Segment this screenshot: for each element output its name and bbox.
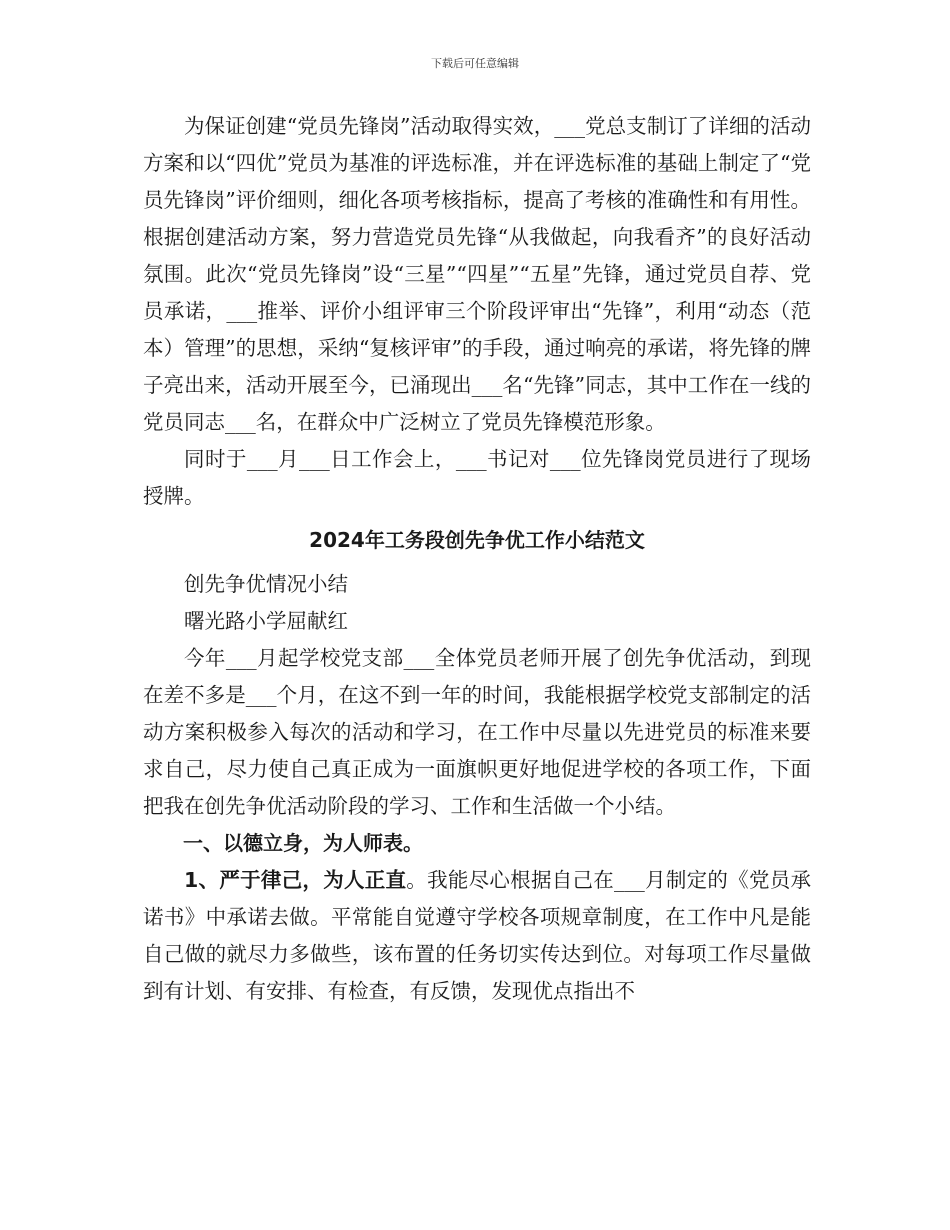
paragraph-award-ceremony: 同时于___月___日工作会上，___书记对___位先锋岗党员进行了现场授牌。 (143, 447, 811, 508)
document-body (143, 108, 811, 1010)
paragraph-intro: 今年___月起学校党支部___全体党员老师开展了创先争优活动，到现在差不多是___个月，在这不到一年的时间，我能根据学校党支部制定的活动方案积极参入每次的活动和学习，在工作中尽量以先进党员的标准来要求自己，尽力使自己真正成为一面旗帜更好地促进学校的各项工作，下面把我在创先争优活动阶段的学习、工作和生活做一个小结。 (143, 646, 811, 818)
paragraph-self-discipline (143, 862, 811, 1010)
heading-morality: 一、以德立身，为人师表。 (183, 831, 423, 855)
paragraph-lead: 1、严于律己，为人正直 (184, 868, 407, 892)
paragraph-author: 曙光路小学屈献红 (184, 609, 348, 633)
header-note: 下载后可任意编辑 (431, 57, 519, 70)
paragraph-pioneer-post: 为保证创建“党员先锋岗”活动取得实效，___党总支制订了详细的活动方案和以“四优”党员为基准的评选标准，并在评选标准的基础上制定了“党员先锋岗”评价细则，细化各项考核指标，提高了考核的准确性和有用性。根据创建活动方案，努力营造党员先锋“从我做起，向我看齐”的良好活动氛围。此次“党员先锋岗”设“三星”“四星”“五星”先锋，通过党员自荐、党员承诺，___推举、评价小组评审三个阶段评审出“先锋”，利用“动态（范本）管理”的思想，采纳“复核评审”的手段，通过响亮的承诺，将先锋的牌子亮出来，活动开展至今，已涌现出___名“先锋”同志，其中工作在一线的党员同志___名，在群众中广泛树立了党员先锋模范形象。 (143, 114, 811, 434)
paragraph-summary-heading: 创先争优情况小结 (184, 572, 348, 596)
paragraph-rest: 。我能尽心根据自己在___月制定的《党员承诺书》中承诺去做。平常能自觉遵守学校各项规章制度，在工作中凡是能自己做的就尽力多做些，该布置的任务切实传达到位。对每项工作尽量做到有计划、有安排、有检查，有反馈，发现优点指出不 (143, 868, 812, 1003)
section-title: 2024年工务段创先争优工作小结范文 (309, 528, 645, 552)
